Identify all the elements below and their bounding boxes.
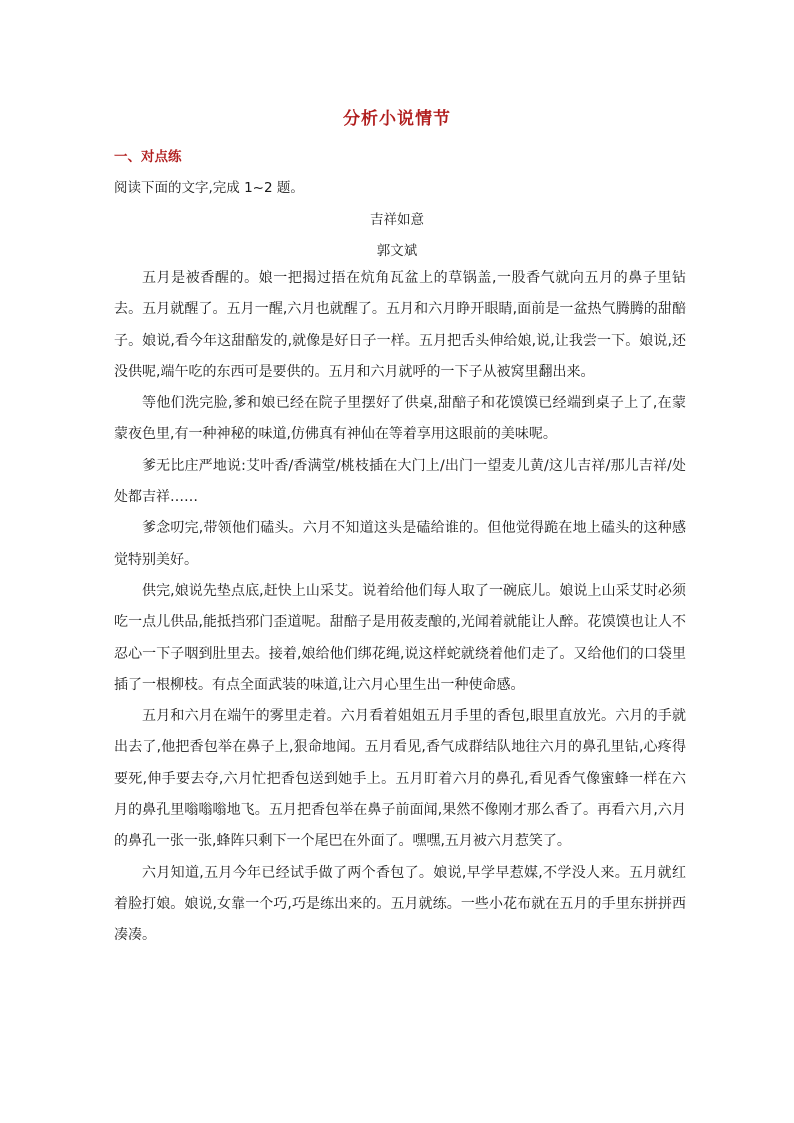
paragraph: 五月是被香醒的。娘一把揭过捂在炕角瓦盆上的草锅盖,一股香气就向五月的鼻子里钻去。五月就醒了。五月一醒,六月也就醒了。五月和六月睁开眼睛,面前是一盆热气腾腾的甜醅子。娘说,看今年这甜醅发的,就像是好日子一样。五月把舌头伸给娘,说,让我尝一下。娘说,还没供呢,端午吃的东西可是要供的。五月和六月就呼的一下子从被窝里翻出来。 xyxy=(114,270,686,380)
paragraph: 供完,娘说先垫点底,赶快上山采艾。说着给他们每人取了一碗底儿。娘说上山采艾时必须吃一点儿供品,能抵挡邪门歪道呢。甜醅子是用莜麦酿的,光闻着就能让人醉。花馍馍也让人不忍心一下子咽到肚里去。接着,娘给他们绑花绳,说这样蛇就绕着他们走了。又给他们的口袋里插了一根柳枝。有点全面武装的味道,让六月心里生出一种使命感。 xyxy=(114,582,686,693)
story-body xyxy=(114,263,686,952)
paragraph: 六月知道,五月今年已经试手做了两个香包了。娘说,早学早惹媒,不学没人来。五月就红着脸打娘。娘说,女靠一个巧,巧是练出来的。五月就练。一些小花布就在五月的手里东拼拼西凑凑。 xyxy=(114,864,686,944)
paragraph: 等他们洗完脸,爹和娘已经在院子里摆好了供桌,甜醅子和花馍馍已经端到桌子上了,在蒙蒙夜色里,有一种神秘的味道,仿佛真有神仙在等着享用这眼前的美味呢。 xyxy=(114,395,686,443)
page-title: 分析小说情节 xyxy=(343,109,451,129)
paragraph: 五月和六月在端午的雾里走着。六月看着姐姐五月手里的香包,眼里直放光。六月的手就出去了,他把香包举在鼻子上,狠命地闻。五月看见,香气成群结队地往六月的鼻孔里钻,心疼得要死,伸手要去夺,六月忙把香包送到她手上。五月盯着六月的鼻孔,看见香气像蜜蜂一样在六月的鼻孔里嗡嗡嗡地飞。五月把香包举在鼻子前面闻,果然不像刚才那么香了。再看六月,六月的鼻孔一张一张,蜂阵只剩下一个尾巴在外面了。嘿嘿,五月被六月惹笑了。 xyxy=(114,708,686,850)
paragraph: 爹无比庄严地说:艾叶香/香满堂/桃枝插在大门上/出门一望麦儿黄/这儿吉祥/那儿吉祥/处处都吉祥…… xyxy=(114,457,686,506)
section-heading: 一、对点练 xyxy=(114,149,182,165)
instruction-text: 阅读下面的文字,完成 1~2 题。 xyxy=(114,180,304,196)
story-author: 郭文斌 xyxy=(376,243,418,259)
paragraph: 爹念叨完,带领他们磕头。六月不知道这头是磕给谁的。但他觉得跪在地上磕头的这种感觉特别美好。 xyxy=(114,520,686,568)
story-title: 吉祥如意 xyxy=(370,212,424,228)
